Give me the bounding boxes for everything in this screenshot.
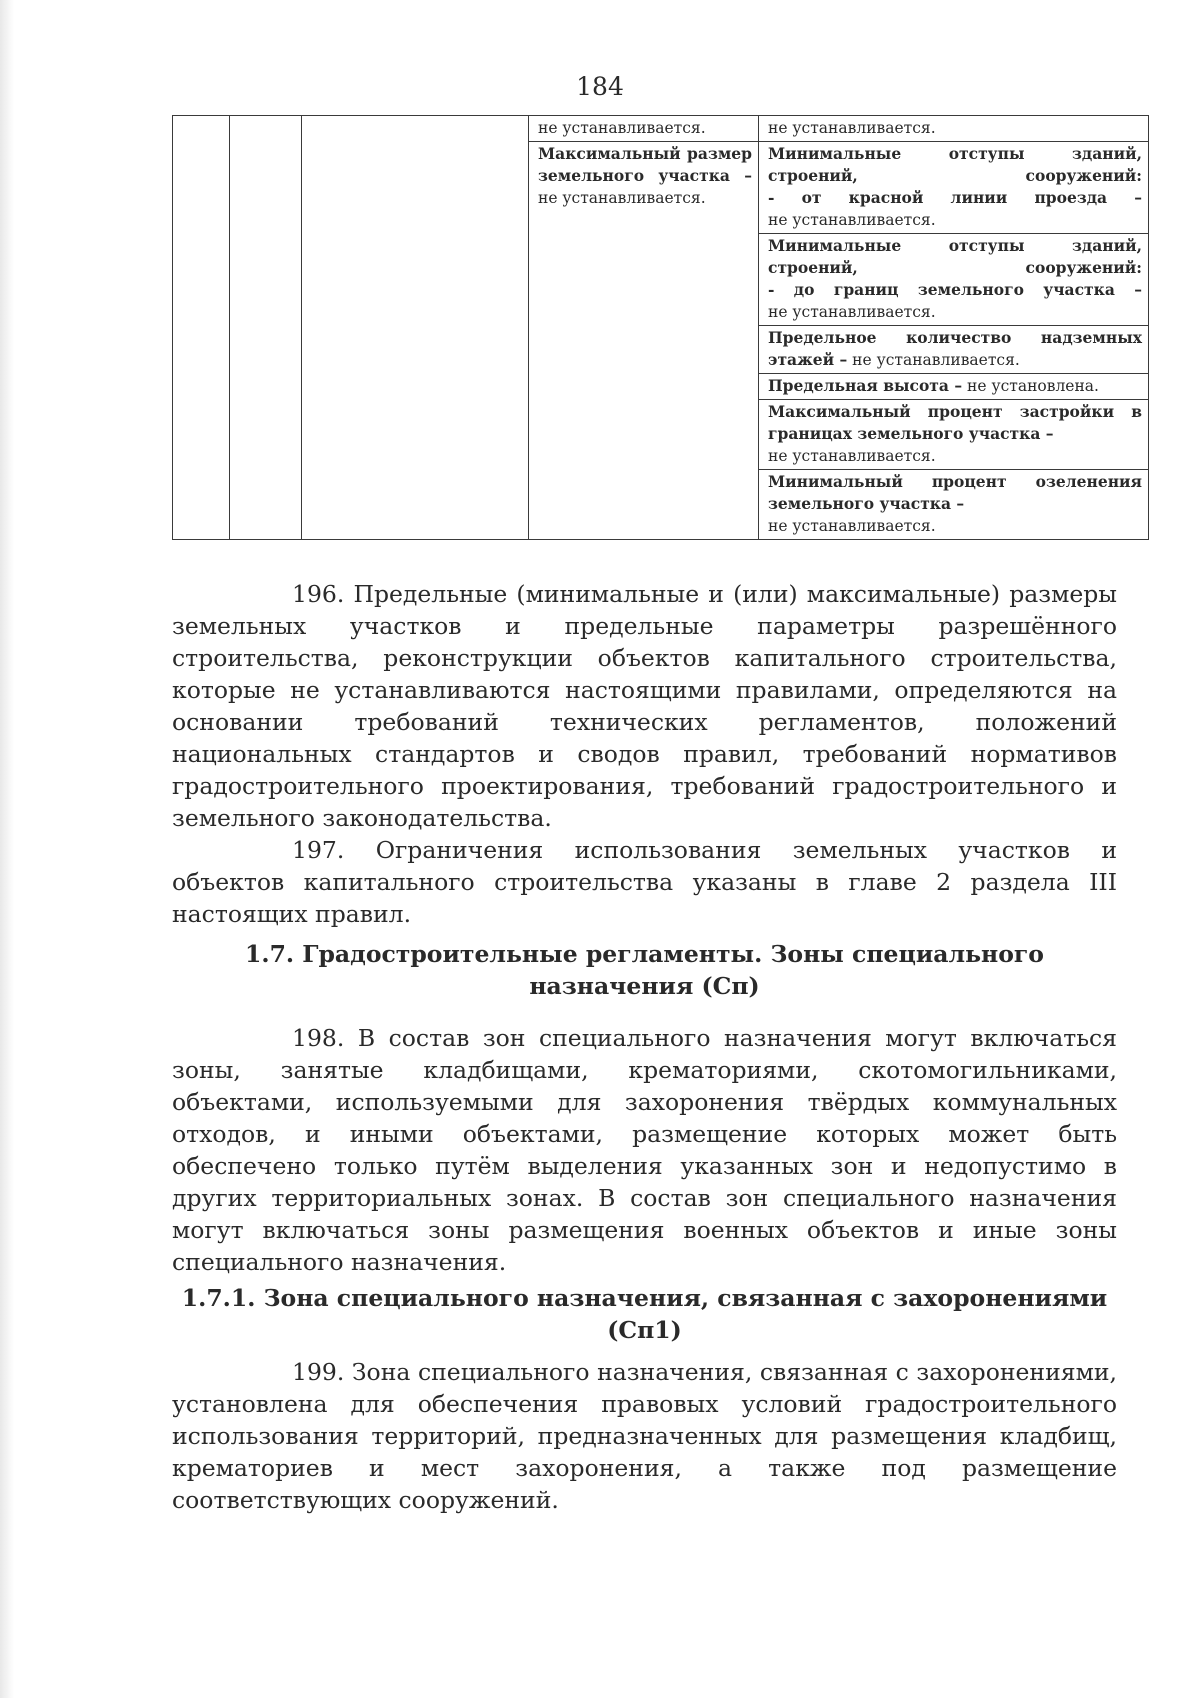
param-cell: [759, 234, 1149, 326]
max-plot-size-cell: [529, 142, 759, 540]
param-title: Максимальный процент застройки в границах земельного участка –: [768, 402, 1142, 443]
paragraph-199: 199. Зона специального назначения, связанная с захоронениями, установлена для обеспечения правовых условий градостроительного использования территорий, предназначенных для размещения кладбищ, крематориев и мест захоронения, а также под размещение соответствующих сооружений.: [172, 1358, 1117, 1514]
param-cell: [759, 326, 1149, 374]
paragraph-197: 197. Ограничения использования земельных участков и объектов капитального строительства указаны в главе 2 раздела III настоящих правил.: [172, 836, 1117, 928]
section-heading-1-7-1: 1.7.1. Зона специального назначения, связанная с захоронениями (Сп1): [181, 1284, 1108, 1344]
param-cell: [759, 470, 1149, 540]
table-row: [173, 116, 1149, 142]
param-cell: [759, 374, 1149, 400]
param-sub: - до границ земельного участка –: [768, 280, 1142, 299]
section-heading-1-7: 1.7. Градостроительные регламенты. Зоны специального назначения (Сп): [245, 940, 1044, 1000]
body-text-3: [172, 1356, 1117, 1516]
body-text-1: [172, 578, 1117, 930]
table-cell-empty: [302, 116, 529, 540]
param-value: не устанавливается.: [768, 517, 936, 535]
param-title: Минимальные отступы зданий, строений, сооружений:: [768, 236, 1142, 277]
paragraph-198: 198. В состав зон специального назначения могут включаться зоны, занятые кладбищами, крематориями, скотомогильниками, объектами, используемыми для захоронения твёрдых коммунальных отходов, и иными объектами, размещение которых может быть обеспечено только путём выделения указанных зон и недопустимо в других территориальных зонах. В состав зон специального назначения могут включаться зоны размещения военных объектов и иные зоны специального назначения.: [172, 1024, 1117, 1276]
table-cell: не устанавливается.: [529, 116, 759, 142]
page-number: 184: [576, 72, 624, 101]
max-plot-size-title: Максимальный размер земельного участка –: [538, 144, 752, 185]
param-text: Предельное количество надземных этажей – не устанавливается.: [768, 328, 1142, 369]
table-cell-empty: [230, 116, 302, 540]
param-title: Минимальные отступы зданий, строений, сооружений:: [768, 144, 1142, 185]
table-cell-empty: [173, 116, 230, 540]
table-cell: не устанавливается.: [759, 116, 1149, 142]
param-title: Минимальный процент озеленения земельного участка –: [768, 472, 1142, 513]
scan-edge: [0, 0, 14, 1698]
param-text: Предельная высота – не установлена.: [768, 376, 1099, 395]
max-plot-size-value: не устанавливается.: [538, 189, 706, 207]
body-text-2: [172, 1022, 1117, 1278]
param-cell: [759, 142, 1149, 234]
param-cell: [759, 400, 1149, 470]
regulations-table: [172, 115, 1149, 540]
param-value: не устанавливается.: [768, 303, 936, 321]
param-value: не устанавливается.: [768, 447, 936, 465]
param-sub: - от красной линии проезда –: [768, 188, 1142, 207]
param-value: не устанавливается.: [768, 211, 936, 229]
paragraph-196: 196. Предельные (минимальные и (или) максимальные) размеры земельных участков и предельные параметры разрешённого строительства, реконструкции объектов капитального строительства, которые не устанавливаются настоящими правилами, определяются на основании требований технических регламентов, положений национальных стандартов и сводов правил, требований нормативов градостроительного проектирования, требований градостроительного и земельного законодательства.: [172, 580, 1117, 832]
